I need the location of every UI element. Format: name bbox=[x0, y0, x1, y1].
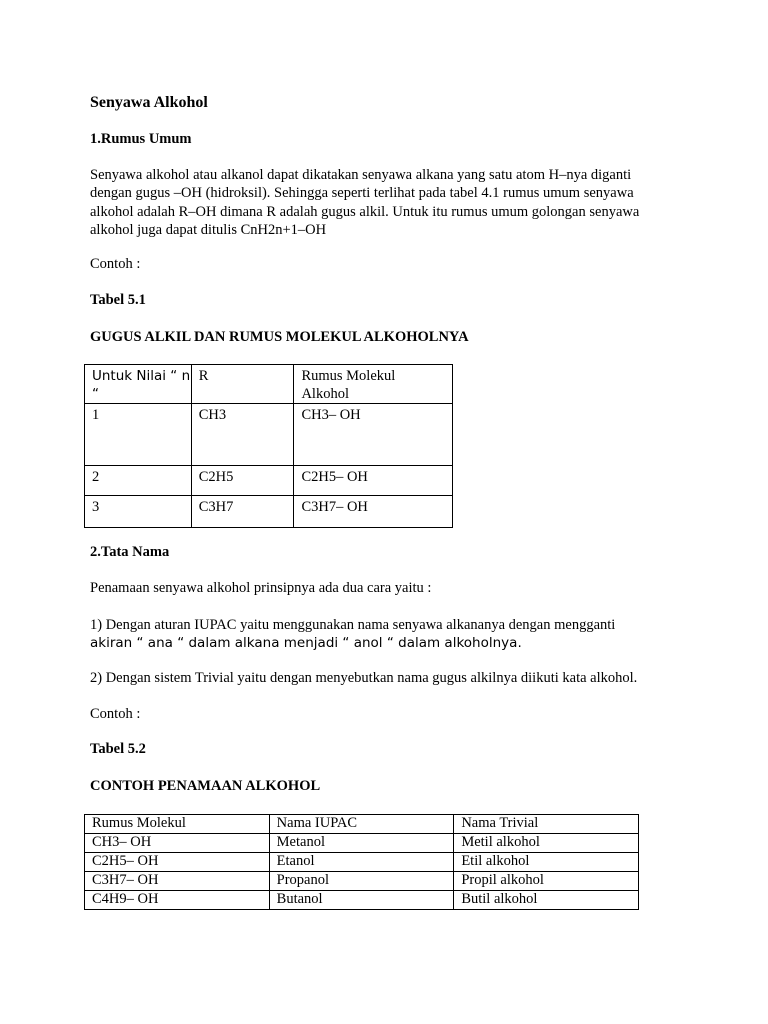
section-heading-tata-nama: 2.Tata Nama bbox=[90, 544, 170, 560]
table-row bbox=[85, 466, 453, 496]
cell-r: CH3 bbox=[191, 404, 294, 466]
cell-n: 1 bbox=[85, 404, 192, 466]
header-text: Alkohol bbox=[301, 386, 349, 402]
header-cell-untuk-nilai bbox=[85, 365, 192, 404]
cell-trivial: Etil alkohol bbox=[454, 853, 639, 872]
cell-iupac: Etanol bbox=[269, 853, 454, 872]
cell-iupac: Metanol bbox=[269, 834, 454, 853]
header-cell-rumus-molekul: Rumus Molekul bbox=[85, 815, 270, 834]
table-label-5-2: Tabel 5.2 bbox=[90, 741, 146, 757]
table-row bbox=[85, 872, 639, 891]
table-label-5-1: Tabel 5.1 bbox=[90, 292, 146, 308]
cell-formula: C3H7– OH bbox=[294, 496, 453, 528]
cell-n: 3 bbox=[85, 496, 192, 528]
cell-formula: CH3– OH bbox=[294, 404, 453, 466]
table-title-contoh-penamaan: CONTOH PENAMAAN ALKOHOL bbox=[90, 778, 321, 794]
iupac-line-1: 1) Dengan aturan IUPAC yaitu menggunakan nama senyawa alkananya dengan mengganti bbox=[90, 617, 616, 633]
header-text: Untuk Nilai “ n bbox=[92, 368, 191, 384]
table-title-gugus-alkil: GUGUS ALKIL DAN RUMUS MOLEKUL ALKOHOLNYA bbox=[90, 329, 469, 345]
table-header-row bbox=[85, 815, 639, 834]
header-cell-nama-trivial: Nama Trivial bbox=[454, 815, 639, 834]
cell-r: C3H7 bbox=[191, 496, 294, 528]
cell-trivial: Metil alkohol bbox=[454, 834, 639, 853]
section-heading-rumus-umum: 1.Rumus Umum bbox=[90, 131, 192, 147]
cell-iupac: Propanol bbox=[269, 872, 454, 891]
header-text: Rumus Molekul bbox=[301, 368, 396, 384]
table-header-row bbox=[85, 365, 453, 404]
iupac-line-2: akiran “ ana “ dalam alkana menjadi “ anol “ dalam alkoholnya. bbox=[90, 635, 522, 652]
cell-n: 2 bbox=[85, 466, 192, 496]
cell-trivial: Propil alkohol bbox=[454, 872, 639, 891]
paragraph-rumus-umum bbox=[90, 166, 680, 239]
table-row bbox=[85, 834, 639, 853]
paragraph-line: Senyawa alkohol atau alkanol dapat dikatakan senyawa alkana yang satu atom H–nya diganti bbox=[90, 167, 632, 183]
header-cell-nama-iupac: Nama IUPAC bbox=[269, 815, 454, 834]
cell-iupac: Butanol bbox=[269, 891, 454, 910]
paragraph-line: dengan gugus –OH (hidroksil). Sehingga seperti terlihat pada tabel 4.1 rumus umum senyawa bbox=[90, 185, 634, 202]
table-row bbox=[85, 496, 453, 528]
cell-formula: C4H9– OH bbox=[85, 891, 270, 910]
table-row bbox=[85, 404, 453, 466]
cell-formula: CH3– OH bbox=[85, 834, 270, 853]
contoh-label: Contoh : bbox=[90, 256, 141, 272]
page-title: Senyawa Alkohol bbox=[90, 94, 208, 111]
header-text: “ bbox=[92, 386, 99, 402]
cell-formula: C2H5– OH bbox=[85, 853, 270, 872]
contoh-label: Contoh : bbox=[90, 706, 141, 722]
cell-formula: C3H7– OH bbox=[85, 872, 270, 891]
paragraph-iupac bbox=[90, 616, 680, 653]
paragraph-penamaan: Penamaan senyawa alkohol prinsipnya ada dua cara yaitu : bbox=[90, 580, 432, 596]
table-row bbox=[85, 891, 639, 910]
paragraph-line: alkohol adalah R–OH dimana R adalah gugus alkil. Untuk itu rumus umum golongan senyawa bbox=[90, 203, 640, 220]
cell-formula: C2H5– OH bbox=[294, 466, 453, 496]
header-cell-r: R bbox=[191, 365, 294, 404]
cell-r: C2H5 bbox=[191, 466, 294, 496]
table-contoh-penamaan bbox=[84, 814, 639, 910]
paragraph-line: alkohol juga dapat ditulis CnH2n+1–OH bbox=[90, 221, 327, 238]
table-gugus-alkil bbox=[84, 364, 453, 528]
cell-trivial: Butil alkohol bbox=[454, 891, 639, 910]
paragraph-trivial: 2) Dengan sistem Trivial yaitu dengan menyebutkan nama gugus alkilnya diikuti kata alkohol. bbox=[90, 670, 638, 686]
table-row bbox=[85, 853, 639, 872]
header-cell-rumus-molekul bbox=[294, 365, 453, 404]
